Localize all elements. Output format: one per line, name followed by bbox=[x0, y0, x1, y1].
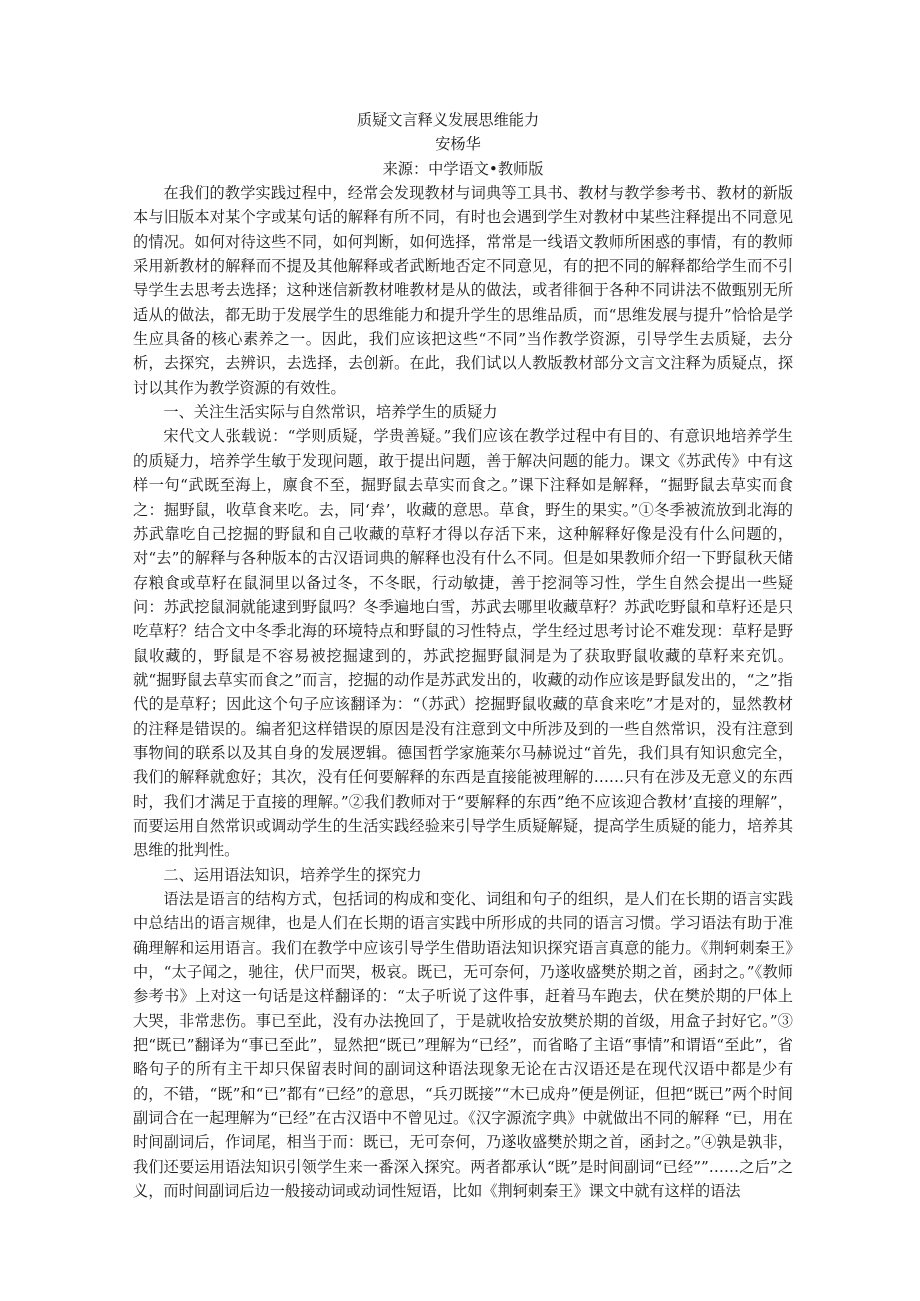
section-heading-2: 二、运用语法知识，培养学生的探究力 bbox=[163, 865, 422, 884]
document-page bbox=[133, 108, 793, 1203]
article-author: 安杨华 bbox=[435, 135, 481, 154]
article-source: 来源：中学语文•教师版 bbox=[382, 159, 544, 178]
section-paragraph-1: 宋代文人张载说：“学则质疑，学贵善疑。”我们应该在教学过程中有目的、有意识地培养学生的质疑力，培养学生敏于发现问题，敢于提出问题，善于解决问题的能力。课文《苏武传》中有这样一句“武既至海上，廪食不至，掘野鼠去草实而食之。”课下注释如是解释，“掘野鼠去草实而食之：掘野鼠，收草食来吃。去，同‘弆’，收藏的意思。草食，野生的果实。”①冬季被流放到北海的苏武靠吃自己挖掘的野鼠和自己收藏的草籽才得以存活下来，这种解释好像是没有什么问题的，对“去”的解释与各种版本的古汉语词典的解释也没有什么不同。但是如果教师介绍一下野鼠秋天储存粮食或草籽在鼠洞里以备过冬，不冬眠，行动敏捷，善于挖洞等习性，学生自然会提出一些疑问：苏武挖鼠洞就能逮到野鼠吗？冬季遍地白雪，苏武去哪里收藏草籽？苏武吃野鼠和草籽还是只吃草籽？结合文中冬季北海的环境特点和野鼠的习性特点，学生经过思考讨论不难发现：草籽是野鼠收藏的，野鼠是不容易被挖掘逮到的，苏武挖掘野鼠洞是为了获取野鼠收藏的草籽来充饥。就“掘野鼠去草实而食之”而言，挖掘的动作是苏武发出的，收藏的动作应该是野鼠发出的，“之”指代的是草籽；因此这个句子应该翻译为：“（苏武）挖掘野鼠收藏的草食来吃”才是对的，显然教材的注释是错误的。编者犯这样错误的原因是没有注意到文中所涉及到的一些自然常识，没有注意到事物间的联系以及其自身的发展逻辑。德国哲学家施莱尔马赫说过“首先，我们具有知识愈完全，我们的解释就愈好；其次，没有任何要解释的东西是直接能被理解的……只有在涉及无意义的东西时，我们才满足于直接的理解。”②我们教师对于“要解释的东西”绝不应该迎合教材’直接的理解”，而要运用自然常识或调动学生的生活实践经验来引导学生质疑解疑，提高学生质疑的能力，培养其思维的批判性。 bbox=[133, 427, 793, 860]
article-title: 质疑文言释义发展思维能力 bbox=[356, 111, 540, 129]
section-heading-1: 一、关注生活实际与自然常识，培养学生的质疑力 bbox=[163, 403, 498, 422]
section-paragraph-2: 语法是语言的结构方式，包括词的构成和变化、词组和句子的组织，是人们在长期的语言实践中总结出的语言规律，也是人们在长期的语言实践中所形成的共同的语言习惯。学习语法有助于准确理解和运用语言。我们在教学中应该引导学生借助语法知识探究语言真意的能力。《荆轲刺秦王》中，“太子闻之，驰往，伏尸而哭，极哀。既已，无可奈何，乃遂收盛樊於期之首，函封之。”《教师参考书》上对这一句话是这样翻译的：“太子听说了这件事，赶着马车跑去，伏在樊於期的尸体上大哭，非常悲伤。事已至此，没有办法挽回了，于是就收拾安放樊於期的首级，用盒子封好它。”③把“既已”翻译为“事已至此”，显然把“既已”理解为“已经”，而省略了主语“事情”和谓语“至此”，省略句子的所有主干却只保留表时间的副词这种语法现象无论在古汉语还是在现代汉语中都是少有的，不错，“既”和“已”都有“已经”的意思，“兵刃既接”“木已成舟”便是例证，但把“既已”两个时间副词合在一起理解为“已经”在古汉语中不曾见过。《汉字源流字典》中就做出不同的解释 “已，用在时间副词后，作词尾，相当于而：既已，无可奈何，乃遂收盛樊於期之首，函封之。”④孰是孰非，我们还要运用语法知识引领学生来一番深入探究。两者都承认“既”是时间副词“已经””……之后”之义，而时间副词后边一般接动词或动词性短语，比如《荆轲刺秦王》课文中就有这样的语法 bbox=[133, 890, 793, 1201]
intro-paragraph: 在我们的教学实践过程中，经常会发现教材与词典等工具书、教材与教学参考书、教材的新版本与旧版本对某个字或某句话的解释有所不同，有时也会遇到学生对教材中某些注释提出不同意见的情况。如何对待这些不同，如何判断，如何选择，常常是一线语文教师所困惑的事情，有的教师采用新教材的解释而不提及其他解释或者武断地否定不同意见，有的把不同的解释都给学生而不引导学生去思考去选择；这种迷信新教材唯教材是从的做法，或者徘徊于各种不同讲法不做甄别无所适从的做法，都无助于发展学生的思维能力和提升学生的思维品质，而“思维发展与提升”恰恰是学生应具备的核心素养之一。因此，我们应该把这些“不同”当作教学资源，引导学生去质疑，去分析，去探究，去辨识，去选择，去创新。在此，我们试以人教版教材部分文言文注释为质疑点，探讨以其作为教学资源的有效性。 bbox=[133, 184, 793, 397]
